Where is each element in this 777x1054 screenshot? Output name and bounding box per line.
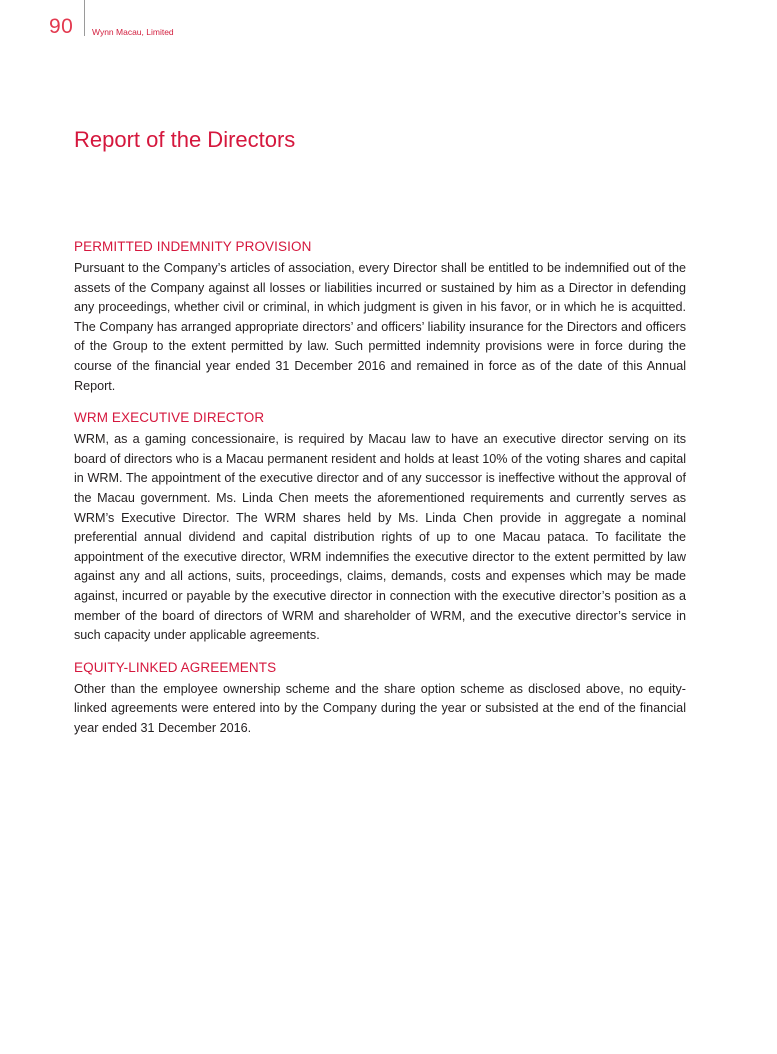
page-number: 90 — [49, 15, 74, 38]
document-body — [74, 238, 686, 751]
section-paragraph: Pursuant to the Company’s articles of association, every Director shall be entitled to be indemnified out of the assets of the Company against all losses or liabilities incurred or sustained by him as a Director in defending any proceedings, whether civil or criminal, in which judgment is given in his favor, or in which he is acquitted. The Company has arranged appropriate directors’ and officers’ liability insurance for the Directors and officers of the Group to the extent permitted by law. Such permitted indemnity provisions were in force during the course of the financial year ended 31 December 2016 and remained in force as of the date of this Annual Report. — [74, 261, 686, 393]
running-header-company-name: Wynn Macau, Limited — [92, 27, 174, 37]
section-paragraph: WRM, as a gaming concessionaire, is required by Macau law to have an executive director serving on its board of directors who is a Macau permanent resident and holds at least 10% of the voting shares and capital in WRM. The appointment of the executive director and of any successor is ineffective without the approval of the Macau government. Ms. Linda Chen meets the aforementioned requirements and currently serves as WRM’s Executive Director. The WRM shares held by Ms. Linda Chen provide in aggregate a nominal preferential annual dividend and capital distribution rights of up to one Macau pataca. To facilitate the appointment of the executive director, WRM indemnifies the executive director to the extent permitted by law against any and all actions, suits, proceedings, claims, demands, costs and expenses which may be made against, incurred or payable by the executive director in connection with the executive director’s position as a member of the board of directors of WRM and shareholder of WRM, and the executive director’s service in such capacity under applicable agreements. — [74, 432, 686, 643]
section-heading: WRM EXECUTIVE DIRECTOR — [74, 410, 265, 426]
section-permitted-indemnity-provision — [74, 238, 686, 396]
page-title: Report of the Directors — [74, 127, 296, 152]
section-heading: PERMITTED INDEMNITY PROVISION — [74, 239, 312, 254]
header-divider — [84, 0, 85, 36]
section-wrm-executive-director — [74, 409, 686, 646]
section-paragraph: Other than the employee ownership scheme and the share option scheme as disclosed above, no equity-linked agreements were entered into by the Company during the year or subsisted at the end of the financial year ended 31 December 2016. — [74, 681, 686, 735]
section-heading: EQUITY-LINKED AGREEMENTS — [74, 659, 277, 675]
section-equity-linked-agreements — [74, 659, 686, 739]
